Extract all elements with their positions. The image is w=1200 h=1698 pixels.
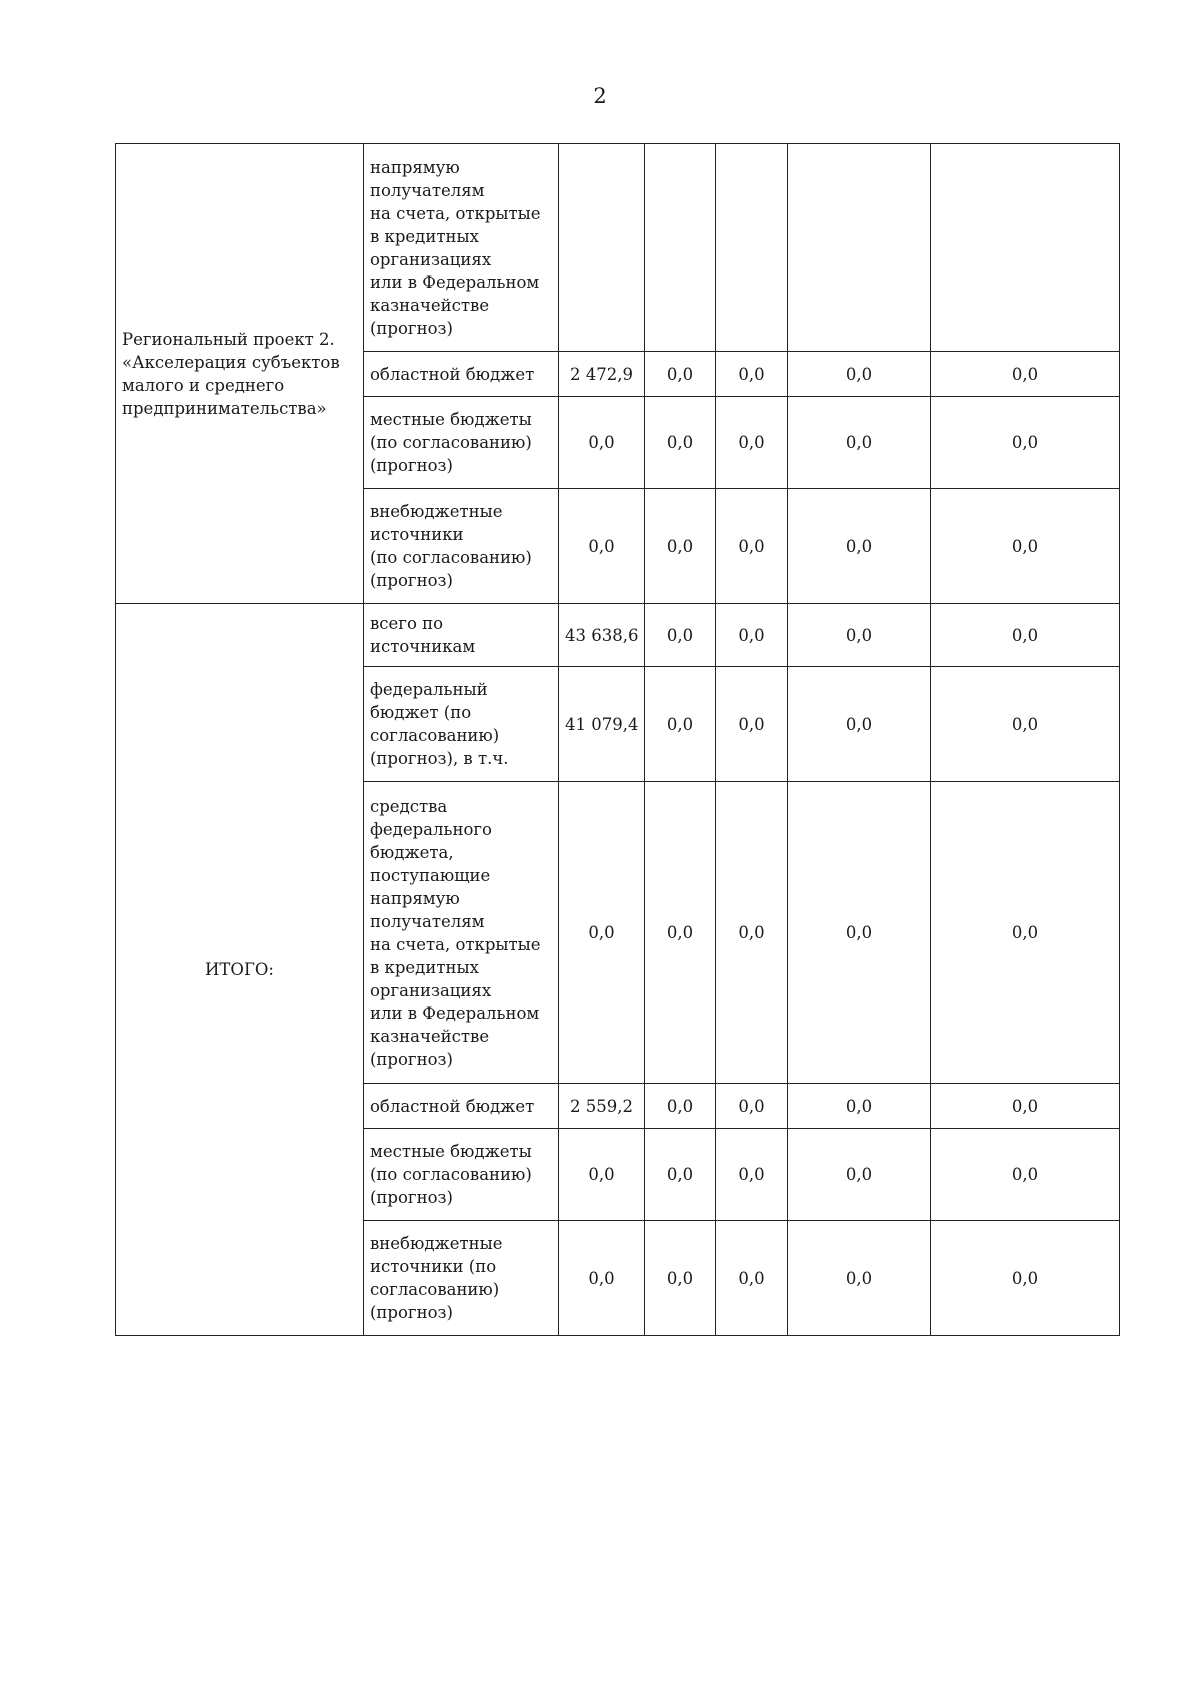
value-cell: 0,0 bbox=[788, 1129, 931, 1221]
value-cell: 0,0 bbox=[716, 1084, 788, 1129]
source-cell: областной бюджет bbox=[364, 352, 559, 397]
value-cell: 0,0 bbox=[788, 352, 931, 397]
table-row bbox=[116, 144, 1120, 352]
value-cell: 0,0 bbox=[559, 397, 645, 489]
source-cell: напрямую получателям на счета, открытые в кредитных организациях или в Федеральном казначействе (прогноз) bbox=[364, 144, 559, 352]
value-cell bbox=[931, 144, 1120, 352]
value-cell: 0,0 bbox=[645, 397, 716, 489]
value-cell: 0,0 bbox=[645, 667, 716, 782]
value-cell: 0,0 bbox=[931, 1221, 1120, 1336]
value-cell: 0,0 bbox=[645, 604, 716, 667]
value-cell: 0,0 bbox=[559, 489, 645, 604]
value-cell: 0,0 bbox=[788, 1084, 931, 1129]
value-cell bbox=[716, 144, 788, 352]
value-cell bbox=[788, 144, 931, 352]
value-cell: 41 079,4 bbox=[559, 667, 645, 782]
value-cell: 0,0 bbox=[716, 489, 788, 604]
value-cell: 0,0 bbox=[788, 782, 931, 1084]
value-cell: 2 472,9 bbox=[559, 352, 645, 397]
value-cell bbox=[559, 144, 645, 352]
value-cell: 0,0 bbox=[931, 1129, 1120, 1221]
source-cell: местные бюджеты (по согласованию) (прогноз) bbox=[364, 397, 559, 489]
value-cell: 0,0 bbox=[788, 667, 931, 782]
value-cell: 43 638,6 bbox=[559, 604, 645, 667]
value-cell: 0,0 bbox=[716, 1221, 788, 1336]
budget-table bbox=[115, 143, 1120, 1336]
value-cell bbox=[645, 144, 716, 352]
page-number: 2 bbox=[593, 84, 607, 108]
source-cell: областной бюджет bbox=[364, 1084, 559, 1129]
project-name-cell: Региональный проект 2. «Акселерация субъектов малого и среднего предпринимательства» bbox=[116, 144, 364, 604]
value-cell: 0,0 bbox=[931, 397, 1120, 489]
source-cell: внебюджетные источники (по согласованию) (прогноз) bbox=[364, 1221, 559, 1336]
value-cell: 0,0 bbox=[645, 352, 716, 397]
value-cell: 0,0 bbox=[645, 1084, 716, 1129]
source-cell: внебюджетные источники (по согласованию) (прогноз) bbox=[364, 489, 559, 604]
value-cell: 0,0 bbox=[645, 1129, 716, 1221]
value-cell: 0,0 bbox=[716, 604, 788, 667]
value-cell: 0,0 bbox=[931, 604, 1120, 667]
value-cell: 0,0 bbox=[559, 1221, 645, 1336]
value-cell: 0,0 bbox=[645, 782, 716, 1084]
source-cell: средства федерального бюджета, поступающие напрямую получателям на счета, открытые в кредитных организациях или в Федеральном казначействе (прогноз) bbox=[364, 782, 559, 1084]
value-cell: 0,0 bbox=[645, 1221, 716, 1336]
value-cell: 0,0 bbox=[716, 667, 788, 782]
value-cell: 2 559,2 bbox=[559, 1084, 645, 1129]
value-cell: 0,0 bbox=[716, 352, 788, 397]
source-cell: федеральный бюджет (по согласованию) (прогноз), в т.ч. bbox=[364, 667, 559, 782]
value-cell: 0,0 bbox=[559, 782, 645, 1084]
source-cell: всего по источникам bbox=[364, 604, 559, 667]
value-cell: 0,0 bbox=[931, 352, 1120, 397]
value-cell: 0,0 bbox=[788, 489, 931, 604]
value-cell: 0,0 bbox=[645, 489, 716, 604]
total-label-cell: ИТОГО: bbox=[116, 604, 364, 1336]
value-cell: 0,0 bbox=[788, 397, 931, 489]
value-cell: 0,0 bbox=[788, 1221, 931, 1336]
table-row bbox=[116, 604, 1120, 667]
source-cell: местные бюджеты (по согласованию) (прогноз) bbox=[364, 1129, 559, 1221]
value-cell: 0,0 bbox=[931, 1084, 1120, 1129]
value-cell: 0,0 bbox=[716, 397, 788, 489]
value-cell: 0,0 bbox=[931, 489, 1120, 604]
value-cell: 0,0 bbox=[931, 782, 1120, 1084]
value-cell: 0,0 bbox=[716, 1129, 788, 1221]
value-cell: 0,0 bbox=[931, 667, 1120, 782]
value-cell: 0,0 bbox=[559, 1129, 645, 1221]
value-cell: 0,0 bbox=[788, 604, 931, 667]
value-cell: 0,0 bbox=[716, 782, 788, 1084]
